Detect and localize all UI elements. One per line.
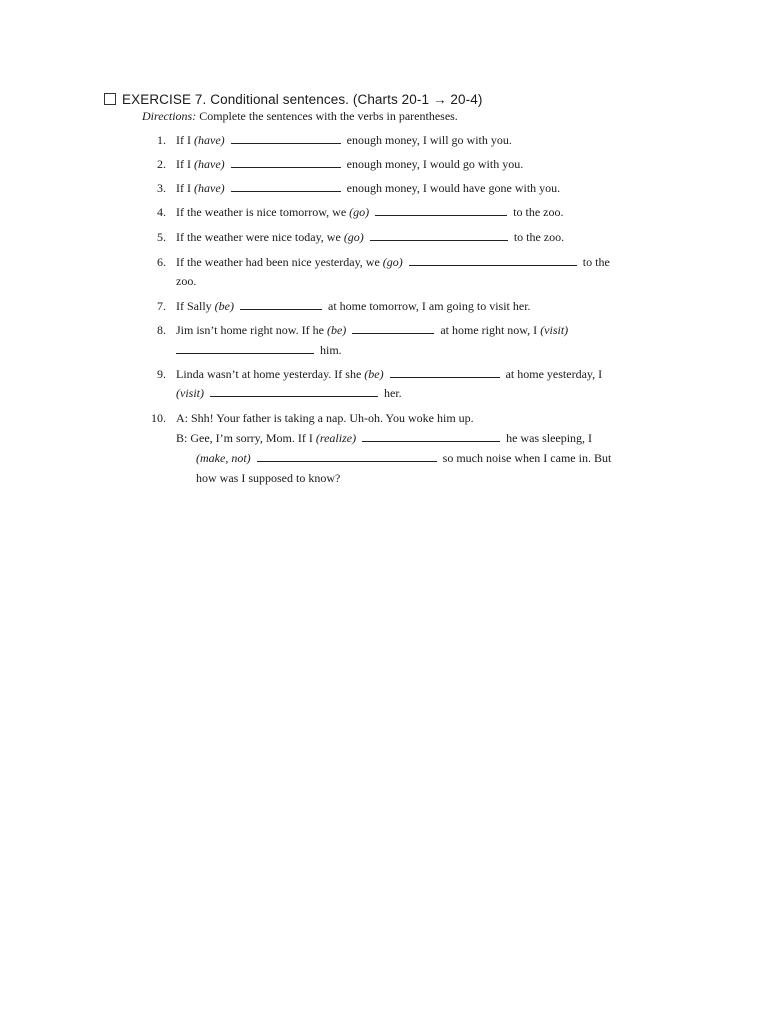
answer-blank[interactable] xyxy=(352,323,434,334)
item-number: 1. xyxy=(157,133,166,147)
verb-hint: (realize) xyxy=(315,431,357,445)
item-text: If the weather is nice tomorrow, we xyxy=(176,205,347,219)
verb-hint: (be) xyxy=(214,299,234,313)
verb-hint: (have) xyxy=(194,133,225,147)
exercise-item-10-b xyxy=(176,431,592,445)
verb-hint: (make, not) xyxy=(196,451,251,465)
answer-blank[interactable] xyxy=(210,386,378,397)
exercise-checkbox[interactable] xyxy=(104,93,116,105)
item-number: 10. xyxy=(151,411,166,425)
item-text: If I xyxy=(176,157,191,171)
item-number: 4. xyxy=(157,205,166,219)
exercise-item-8-continued xyxy=(176,343,342,357)
item-text: so much noise when I came in. But xyxy=(442,451,612,465)
item-text: to the zoo. xyxy=(513,205,564,219)
item-text: enough money, I would have gone with you. xyxy=(346,181,561,195)
item-number: 3. xyxy=(157,181,166,195)
item-text: B: Gee, I’m sorry, Mom. If I xyxy=(176,431,313,445)
verb-hint: (be) xyxy=(326,323,347,337)
exercise-title: EXERCISE 7. Conditional sentences. (Charts 20-1 → 20-4) xyxy=(122,92,483,107)
item-text: Linda wasn’t at home yesterday. If she xyxy=(176,367,362,381)
answer-blank[interactable] xyxy=(176,343,314,354)
item-number: 6. xyxy=(157,255,166,269)
directions-text: Complete the sentences with the verbs in parentheses. xyxy=(199,109,458,123)
exercise-header xyxy=(104,92,482,107)
verb-hint: (visit) xyxy=(176,386,204,400)
answer-blank[interactable] xyxy=(240,299,322,310)
item-text: her. xyxy=(384,386,402,400)
exercise-item-10-c xyxy=(196,451,611,465)
answer-blank[interactable] xyxy=(231,181,341,192)
exercise-item-9-continued xyxy=(176,386,402,400)
item-text: If the weather were nice today, we xyxy=(176,230,341,244)
directions-label: Directions: xyxy=(142,109,197,123)
exercise-item-6 xyxy=(152,255,610,269)
verb-hint: (be) xyxy=(364,367,384,381)
item-text: him. xyxy=(320,343,342,357)
exercise-item-9 xyxy=(152,367,602,381)
verb-hint: (go) xyxy=(349,205,370,219)
answer-blank[interactable] xyxy=(409,255,577,266)
exercise-item-6-continued xyxy=(176,274,196,288)
answer-blank[interactable] xyxy=(231,133,341,144)
verb-hint: (visit) xyxy=(540,323,569,337)
item-text: If I xyxy=(176,181,191,195)
item-text: Jim isn’t home right now. If he xyxy=(176,323,324,337)
answer-blank[interactable] xyxy=(231,157,341,168)
item-number: 2. xyxy=(157,157,166,171)
answer-blank[interactable] xyxy=(257,451,437,462)
item-text: enough money, I will go with you. xyxy=(346,133,512,147)
item-number: 8. xyxy=(157,323,166,337)
item-number: 7. xyxy=(157,299,166,313)
exercise-item-10 xyxy=(152,411,474,425)
item-text: at home right now, I xyxy=(440,323,538,337)
item-text: If I xyxy=(176,133,191,147)
item-text: at home yesterday, I xyxy=(505,367,603,381)
item-number: 5. xyxy=(157,230,166,244)
exercise-item-2 xyxy=(152,157,523,171)
item-text: at home tomorrow, I am going to visit her. xyxy=(328,299,531,313)
item-text: If the weather had been nice yesterday, we xyxy=(176,255,380,269)
directions xyxy=(142,109,458,124)
exercise-item-1 xyxy=(152,133,512,147)
answer-blank[interactable] xyxy=(370,230,508,241)
item-number: 9. xyxy=(157,367,166,381)
item-text: zoo. xyxy=(176,274,197,288)
item-text: to the xyxy=(582,255,610,269)
verb-hint: (have) xyxy=(194,157,225,171)
exercise-item-4 xyxy=(152,205,563,219)
answer-blank[interactable] xyxy=(362,431,500,442)
item-text: A: Shh! Your father is taking a nap. Uh-oh. You woke him up. xyxy=(176,411,474,425)
exercise-item-7 xyxy=(152,299,531,313)
verb-hint: (go) xyxy=(343,230,364,244)
exercise-item-10-d xyxy=(196,471,340,485)
item-text: he was sleeping, I xyxy=(506,431,593,445)
exercise-item-8 xyxy=(152,323,568,337)
item-text: enough money, I would go with you. xyxy=(346,157,524,171)
item-text: If Sally xyxy=(176,299,212,313)
item-text: to the zoo. xyxy=(513,230,565,244)
exercise-item-3 xyxy=(152,181,560,195)
exercise-item-5 xyxy=(152,230,564,244)
verb-hint: (have) xyxy=(194,181,225,195)
verb-hint: (go) xyxy=(382,255,403,269)
answer-blank[interactable] xyxy=(375,205,507,216)
answer-blank[interactable] xyxy=(390,367,500,378)
item-text: how was I supposed to know? xyxy=(196,471,341,485)
